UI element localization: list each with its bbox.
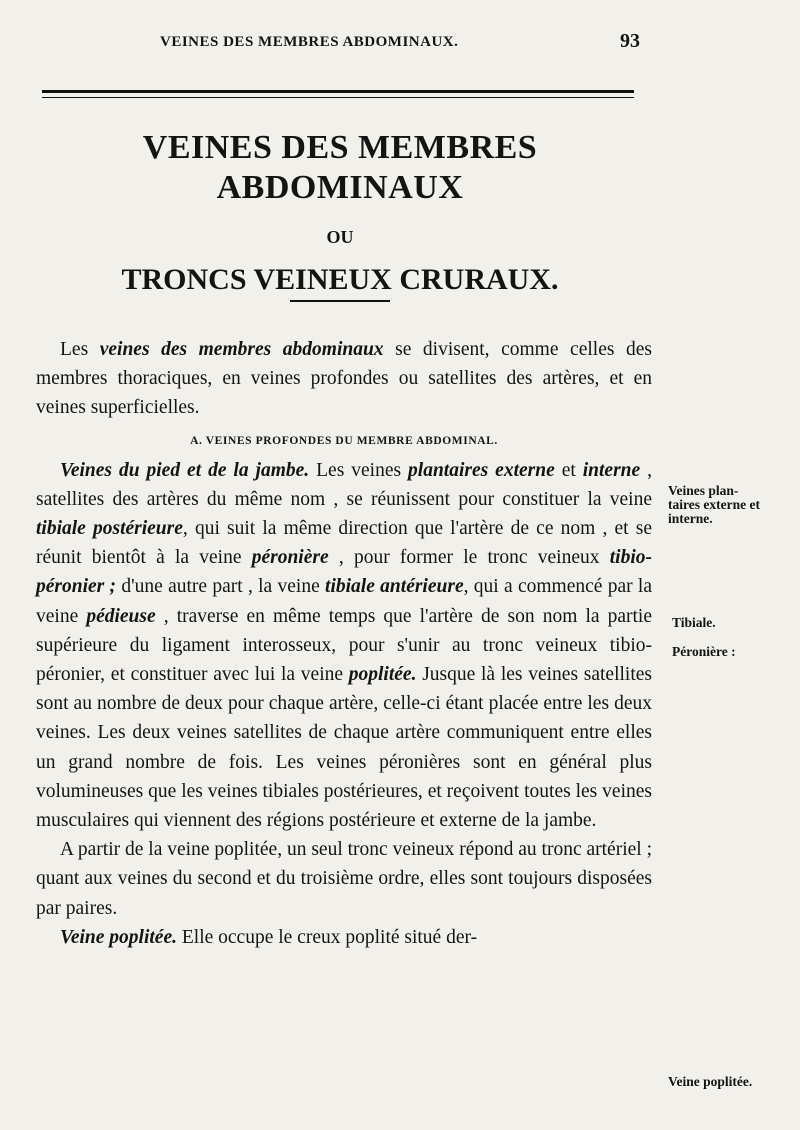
margin-note-poplitee: Veine poplitée.: [668, 1074, 753, 1089]
para1-term: interne: [582, 459, 641, 481]
para1-text: Jusque là les veines satellites sont au nombre de deux pour chaque artère, celle-ci étant placée entre les deux veines. Les deux veines satellites de chaque artère communiquent entre elles un grand nombre de fois. Les veines péronières sont en général plus volumineuses que les veines tibiales postérieures, et reçoivent toutes les veines musculaires qui viennent des régions postérieure et externe de la jambe.: [36, 664, 652, 832]
para1-text: d'une autre part , la veine: [116, 576, 326, 598]
para1-heading: Veines du pied et de la jambe.: [60, 459, 310, 481]
para1-text: , satellites des artères du même nom , se réunissent pour constituer la veine: [36, 459, 653, 510]
intro-emphasis: veines des membres abdominaux: [99, 339, 384, 360]
paragraph-veine-poplitee: [36, 923, 652, 952]
header-rule-thin: [42, 97, 634, 98]
chapter-title-block: [30, 128, 650, 298]
para3-heading: Veine poplitée.: [60, 926, 177, 948]
margin-note-line: interne.: [668, 511, 713, 526]
page-number: 93: [620, 30, 640, 52]
paragraph-poplitee-tronc: A partir de la veine poplitée, un seul tronc veineux répond au tronc artériel ; quant aux veines du second et du troisième ordre, elles sont toujours disposées par paires.: [36, 839, 652, 919]
para1-term: tibiale postérieure: [36, 518, 183, 540]
para1-text: , traverse en même temps que l'artère de son nom la partie supérieure du ligament interosseux, pour s'unir au tronc veineux tibio-péronier, et constituer avec lui la veine: [36, 605, 653, 686]
para1-text: et: [554, 459, 583, 481]
paragraph-pied-jambe: [36, 456, 652, 836]
margin-note-line: Veines plan-: [668, 483, 739, 498]
intro-text-a: Les: [60, 339, 100, 360]
margin-note-peroniere: Péronière :: [672, 644, 736, 659]
para1-term: poplitée.: [348, 664, 417, 686]
title-divider: [290, 300, 390, 302]
para1-term: pédieuse: [86, 605, 156, 627]
margin-note-line: taires externe et: [668, 497, 760, 512]
para1-text: Les veines: [309, 459, 409, 481]
para1-term: plantaires externe: [408, 459, 555, 481]
para1-text: , qui a commencé par la veine: [36, 576, 652, 627]
intro-paragraph: [36, 335, 652, 423]
para3-text: Elle occupe le creux poplité situé der-: [176, 926, 478, 948]
para1-text: , qui suit la même direction que l'artère de ce nom , et se réunit bientôt à la veine: [36, 518, 652, 569]
intro-text-c: se divisent, comme celles des membres thoraciques, en veines profondes ou satellites des artères, et en veines superficielles.: [36, 339, 652, 419]
chapter-title-ou: OU: [326, 227, 354, 247]
section-subheading: A. VEINES PROFONDES DU MEMBRE ABDOMINAL.: [190, 434, 498, 447]
margin-note-tibiale: Tibiale.: [672, 615, 716, 630]
chapter-title-line2: TRONCS VEINEUX CRURAUX.: [121, 263, 559, 296]
page-header: [40, 30, 650, 58]
running-title: VEINES DES MEMBRES ABDOMINAUX.: [160, 34, 459, 50]
header-rule-thick: [42, 90, 634, 93]
para1-text: , pour former le tronc veineux: [328, 547, 610, 569]
para1-term: tibio-péronier ;: [36, 547, 652, 598]
para1-term: péronière: [251, 547, 329, 569]
margin-note-plantaires: [668, 484, 760, 526]
chapter-title-line1: VEINES DES MEMBRES ABDOMINAUX: [142, 129, 538, 206]
para1-term: tibiale antérieure: [325, 576, 464, 598]
body-text: [36, 335, 652, 952]
